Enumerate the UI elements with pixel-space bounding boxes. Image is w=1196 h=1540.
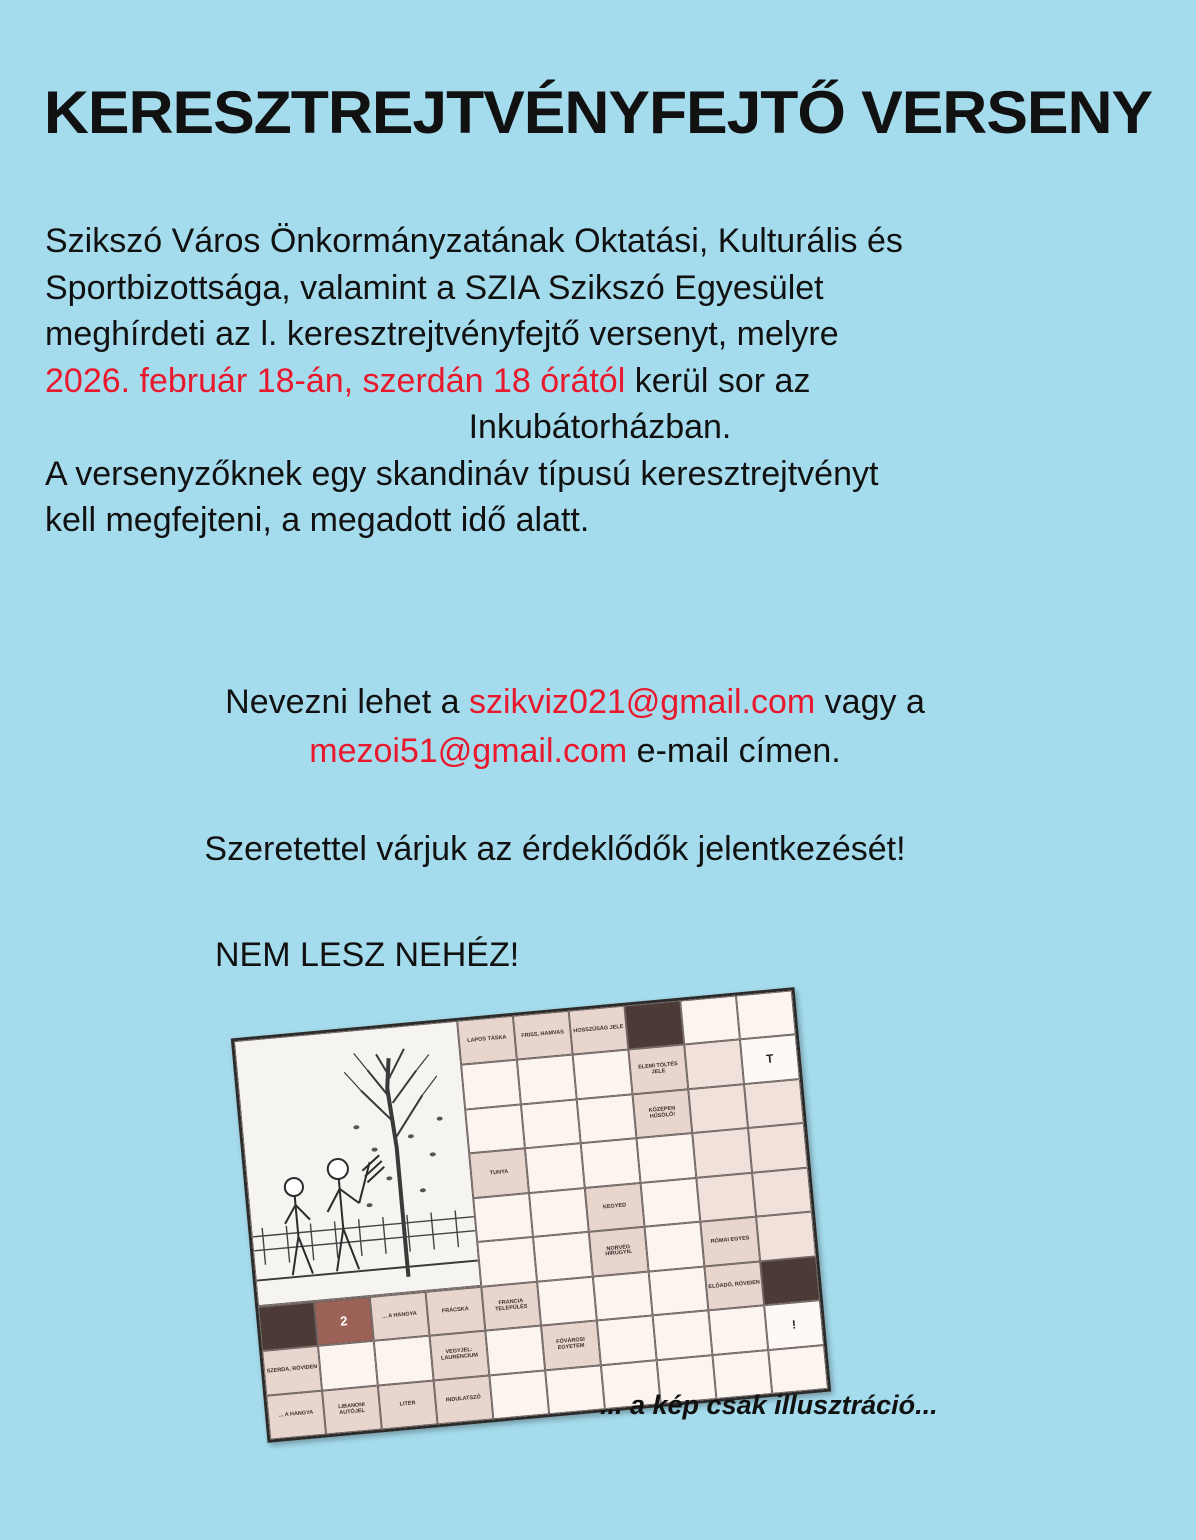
grid-cell bbox=[748, 1123, 808, 1172]
grid-clue-cell: ELŐADÓ, RÖVIDEN bbox=[704, 1261, 764, 1310]
grid-clue-cell: ... A HANGYA bbox=[266, 1390, 326, 1439]
crossword-photo-panel bbox=[234, 1021, 481, 1307]
grid-cell bbox=[744, 1079, 804, 1128]
paragraph-line: Sportbizottsága, valamint a SZIA Szikszó Egyesület bbox=[45, 268, 824, 307]
grid-clue-cell: SZERDA, RÖVIDEN bbox=[262, 1346, 322, 1395]
grid-clue-cell: LAPOS TÁSKA bbox=[457, 1016, 517, 1065]
grid-cell bbox=[645, 1222, 705, 1271]
grid-clue-cell: INDULATSZÓ bbox=[434, 1375, 494, 1424]
grid-clue-cell: FRISS, HAMVAS bbox=[513, 1011, 573, 1060]
paragraph-line: meghírdeti az l. keresztrejtvényfejtő versenyt, melyre bbox=[45, 315, 839, 354]
grid-clue-cell: HOSSZÚSÁG JELE bbox=[569, 1006, 629, 1055]
paragraph-line: A versenyzőknek egy skandináv típusú keresztrejtvényt bbox=[45, 454, 879, 493]
registration-info bbox=[45, 678, 1105, 777]
crossword-illustration bbox=[248, 1012, 828, 1442]
grid-number-cell: 2 bbox=[314, 1297, 374, 1346]
page-title: KERESZTREJTVÉNYFEJTŐ VERSENY bbox=[43, 79, 1153, 146]
grid-cell bbox=[473, 1193, 533, 1242]
grid-cell bbox=[597, 1316, 657, 1365]
grid-clue-cell: ELEMI TÖLTÉS JELE bbox=[628, 1045, 688, 1094]
grid-cell bbox=[653, 1310, 713, 1359]
grid-cell bbox=[485, 1326, 545, 1375]
grid-cell bbox=[577, 1094, 637, 1143]
venue-line: Inkubátorházban. bbox=[468, 408, 732, 447]
grid-cell bbox=[688, 1084, 748, 1133]
crossword-photo bbox=[231, 987, 831, 1443]
grid-cell bbox=[374, 1336, 434, 1385]
grid-clue-cell: KÖZÉPEN HŰSÖLŐ! bbox=[632, 1089, 692, 1138]
date-line bbox=[45, 358, 1155, 405]
date-suffix: kerül sor az bbox=[625, 361, 811, 400]
paragraph-line: Szikszó Város Önkormányzatának Oktatási, Kulturális és bbox=[45, 222, 903, 260]
grid-cell bbox=[461, 1060, 521, 1109]
event-date-highlight: 2026. február 18-án, szerdán 18 órától bbox=[45, 361, 626, 400]
register-middle: vagy a bbox=[815, 683, 925, 721]
grid-cell bbox=[318, 1341, 378, 1390]
grid-clue-cell: NORVÉG HÍRÜGYN. bbox=[589, 1227, 649, 1276]
grid-cell bbox=[517, 1055, 577, 1104]
grid-letter-cell: ! bbox=[764, 1300, 824, 1349]
registration-line-2 bbox=[45, 727, 1105, 776]
grid-cell bbox=[525, 1144, 585, 1193]
grid-cell bbox=[465, 1104, 525, 1153]
grid-cell bbox=[529, 1188, 589, 1237]
grid-cell bbox=[489, 1370, 549, 1419]
announcement-body bbox=[45, 218, 1155, 544]
grid-cell bbox=[756, 1212, 816, 1261]
grid-cell bbox=[752, 1167, 812, 1216]
paragraph-line: kell megfejteni, a megadott idő alatt. bbox=[45, 501, 590, 540]
grid-cell bbox=[692, 1128, 752, 1177]
registration-line-1 bbox=[45, 678, 1105, 727]
image-caption: ... a kép csak illusztráció... bbox=[600, 1390, 938, 1420]
grid-clue-cell: FRÁCSKA bbox=[426, 1286, 486, 1335]
grid-cell bbox=[477, 1237, 537, 1286]
grid-cell bbox=[641, 1178, 701, 1227]
grid-cell bbox=[736, 990, 796, 1039]
grid-cell bbox=[581, 1138, 641, 1187]
grid-clue-cell: LITER bbox=[378, 1380, 438, 1429]
grid-cell bbox=[760, 1256, 820, 1305]
grid-cell bbox=[258, 1302, 318, 1351]
grid-cell bbox=[624, 1001, 684, 1050]
grid-cell bbox=[533, 1232, 593, 1281]
register-prefix: Nevezni lehet a bbox=[225, 683, 469, 721]
grid-cell bbox=[573, 1050, 633, 1099]
grid-cell bbox=[768, 1345, 828, 1394]
grid-clue-cell: ... A HANGYA bbox=[370, 1292, 430, 1341]
grid-cell bbox=[684, 1040, 744, 1089]
grid-letter-cell: T bbox=[740, 1035, 800, 1084]
grid-cell bbox=[708, 1305, 768, 1354]
grid-cell bbox=[545, 1365, 605, 1414]
grid-cell bbox=[636, 1133, 696, 1182]
grid-cell bbox=[537, 1276, 597, 1325]
grid-clue-cell: FŐVÁROSI EGYETEM bbox=[541, 1321, 601, 1370]
grid-clue-cell: LIBANONI AUTÓJEL bbox=[322, 1385, 382, 1434]
garden-scene-illustration bbox=[235, 1022, 480, 1305]
grid-clue-cell: KEGYED bbox=[585, 1183, 645, 1232]
grid-clue-cell: TUNYA bbox=[469, 1149, 529, 1198]
grid-cell bbox=[593, 1271, 653, 1320]
grid-clue-cell: RÓMAI EGYES bbox=[700, 1217, 760, 1266]
register-suffix: e-mail címen. bbox=[627, 732, 841, 771]
not-difficult-text: NEM LESZ NEHÉZ! bbox=[215, 936, 520, 974]
email-link-1[interactable]: szikviz021@gmail.com bbox=[468, 683, 816, 721]
grid-cell bbox=[696, 1173, 756, 1222]
welcome-text: Szeretettel várjuk az érdeklődők jelentkezését! bbox=[204, 830, 906, 868]
grid-clue-cell: VEGYJEL: LAURENCIUM bbox=[430, 1331, 490, 1380]
grid-clue-cell: FRANCIA TELEPÜLÉS bbox=[481, 1281, 541, 1330]
grid-cell bbox=[680, 996, 740, 1045]
email-link-2[interactable]: mezoi51@gmail.com bbox=[309, 732, 628, 771]
grid-cell bbox=[521, 1099, 581, 1148]
grid-cell bbox=[649, 1266, 709, 1315]
